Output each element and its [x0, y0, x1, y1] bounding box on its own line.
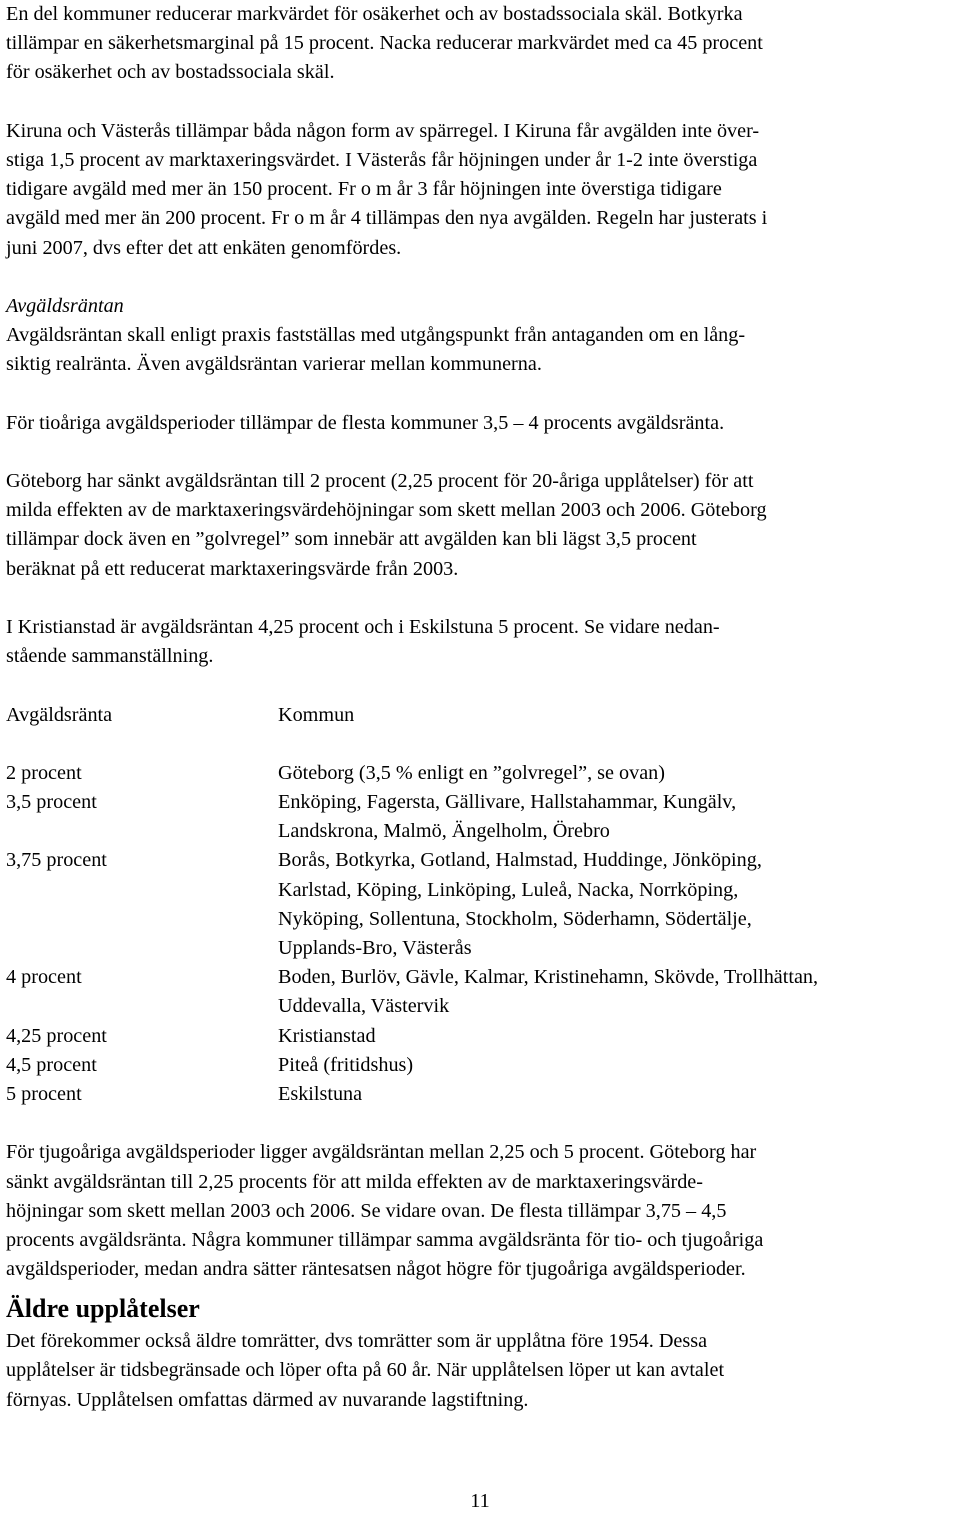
text-line: tillämpar en säkerhetsmarginal på 15 procent. Nacka reducerar markvärdet med ca 45 procent [6, 32, 763, 55]
municipality-cell: Landskrona, Malmö, Ängelholm, Örebro [278, 820, 610, 843]
table-row-line [6, 788, 956, 817]
rate-cell: 3,5 procent [6, 791, 97, 814]
table-row-line [6, 992, 956, 1021]
paragraph-gap [6, 1109, 956, 1138]
table-header-rate: Avgäldsränta [6, 703, 113, 726]
table-row-line [6, 963, 956, 992]
paragraph-gap [6, 263, 956, 292]
municipality-cell: Borås, Botkyrka, Gotland, Halmstad, Huddinge, Jönköping, [278, 849, 762, 872]
text-line: milda effekten av de marktaxeringsvärdehöjningar som skett mellan 2003 och 2006. Göteborg [6, 499, 767, 522]
municipality-cell: Karlstad, Köping, Linköping, Luleå, Nacka, Norrköping, [278, 878, 739, 901]
paragraph-gap [6, 438, 956, 467]
aldre-paragraph [6, 1327, 956, 1415]
municipality-cell: Eskilstuna [278, 1082, 363, 1105]
paragraph-gap [6, 584, 956, 613]
table-row-line [6, 905, 956, 934]
text-line: avgäldsperioder, medan andra sätter räntesatsen något högre för tjugoåriga avgäldsperioder. [6, 1258, 746, 1281]
rate-cell: 4,25 procent [6, 1024, 107, 1047]
rate-cell: 2 procent [6, 761, 82, 784]
text-line: juni 2007, dvs efter det att enkäten genomfördes. [6, 236, 402, 259]
municipality-cell: Uddevalla, Västervik [278, 995, 450, 1018]
text-line: tidigare avgäld med mer än 150 procent. Fr o m år 3 får höjningen inte överstiga tidigare [6, 178, 722, 201]
table-row [6, 788, 956, 846]
table-row-line [6, 759, 956, 788]
text-line: procents avgäldsränta. Några kommuner tillämpar samma avgäldsränta för tio- och tjugoåriga [6, 1228, 764, 1251]
table-row [6, 1051, 956, 1080]
tioariga-paragraph [6, 409, 956, 438]
section-heading: Äldre upplåtelser [6, 1294, 200, 1324]
table-row [6, 759, 956, 788]
text-line: stiga 1,5 procent av marktaxeringsvärdet. I Västerås får höjningen under år 1-2 inte överstiga [6, 148, 758, 171]
text-line: Kiruna och Västerås tillämpar båda någon form av spärregel. I Kiruna får avgälden inte över- [6, 119, 760, 142]
text-line: för osäkerhet och av bostadssociala skäl. [6, 61, 335, 84]
text-line: höjningar som skett mellan 2003 och 2006. Se vidare ovan. De flesta tillämpar 3,75 – 4,5 [6, 1199, 727, 1222]
table-row-line [6, 817, 956, 846]
sparrregel-paragraph [6, 117, 956, 263]
text-line: En del kommuner reducerar markvärdet för osäkerhet och av bostadssociala skäl. Botkyrka [6, 3, 743, 25]
table-row-line [6, 1051, 956, 1080]
text-line: avgäld med mer än 200 procent. Fr o m år 4 tillämpas den nya avgälden. Regeln har justerats i [6, 207, 768, 230]
paragraph-gap [6, 379, 956, 408]
table-gap [6, 730, 956, 759]
paragraph-gap [6, 671, 956, 700]
text-line: För tjugoåriga avgäldsperioder ligger avgäldsräntan mellan 2,25 och 5 procent. Göteborg har [6, 1141, 757, 1164]
rate-cell: 4 procent [6, 966, 82, 989]
municipality-cell: Upplands-Bro, Västerås [278, 937, 472, 959]
page-number: 11 [470, 1490, 490, 1512]
municipality-cell: Boden, Burlöv, Gävle, Kalmar, Kristinehamn, Skövde, Trollhättan, [278, 966, 819, 989]
table-row-line [6, 876, 956, 905]
subheading: Avgäldsräntan [6, 294, 124, 317]
kristianstad-paragraph [6, 613, 956, 671]
table-row-line [6, 934, 956, 963]
goteborg-paragraph [6, 467, 956, 584]
avgaldsrantan-section [6, 292, 956, 380]
text-line: För tioåriga avgäldsperioder tillämpar de flesta kommuner 3,5 – 4 procents avgäldsränta. [6, 411, 725, 434]
text-line: sänkt avgäldsräntan till 2,25 procents för att milda effekten av de marktaxeringsvärde- [6, 1170, 703, 1193]
text-line: upplåtelser är tidsbegränsade och löper ofta på 60 år. När upplåtelsen löper ut kan avtalet [6, 1359, 725, 1382]
text-line: tillämpar dock även en ”golvregel” som innebär att avgälden kan bli lägst 3,5 procent [6, 528, 697, 551]
paragraph-gap [6, 88, 956, 117]
table-row [6, 1022, 956, 1051]
municipality-cell: Piteå (fritidshus) [278, 1053, 414, 1076]
table-row-line [6, 1022, 956, 1051]
text-line: förnyas. Upplåtelsen omfattas därmed av nuvarande lagstiftning. [6, 1388, 529, 1411]
table-row [6, 963, 956, 1021]
document-page [6, 0, 956, 1415]
text-line: Göteborg har sänkt avgäldsräntan till 2 procent (2,25 procent för 20-åriga upplåtelser) för att [6, 470, 754, 492]
municipality-cell: Kristianstad [278, 1024, 376, 1047]
table-row-line [6, 1080, 956, 1109]
municipality-cell: Nyköping, Sollentuna, Stockholm, Söderhamn, Södertälje, [278, 907, 752, 930]
rate-cell: 5 procent [6, 1082, 82, 1105]
table-row [6, 1080, 956, 1109]
table-header-municipality: Kommun [278, 703, 355, 726]
municipality-cell: Göteborg (3,5 % enligt en ”golvregel”, se ovan) [278, 761, 665, 784]
text-line: Avgäldsräntan skall enligt praxis fastställas med utgångspunkt från antaganden om en lång- [6, 324, 746, 347]
text-line: siktig realränta. Även avgäldsräntan varierar mellan kommunerna. [6, 353, 542, 376]
intro-paragraph [6, 0, 956, 88]
rate-cell: 4,5 procent [6, 1053, 97, 1076]
municipality-cell: Enköping, Fagersta, Gällivare, Hallstahammar, Kungälv, [278, 791, 737, 814]
table-row [6, 846, 956, 963]
text-line: I Kristianstad är avgäldsräntan 4,25 procent och i Eskilstuna 5 procent. Se vidare nedan- [6, 615, 720, 638]
table-header-row [6, 701, 956, 730]
tjugoariga-paragraph [6, 1138, 956, 1284]
text-line: stående sammanställning. [6, 645, 214, 668]
text-line: Det förekommer också äldre tomrätter, dvs tomrätter som är upplåtna före 1954. Dessa [6, 1330, 708, 1353]
table-row-line [6, 846, 956, 875]
rate-table [6, 701, 956, 1110]
rate-cell: 3,75 procent [6, 849, 107, 872]
text-line: beräknat på ett reducerat marktaxeringsvärde från 2003. [6, 557, 459, 580]
